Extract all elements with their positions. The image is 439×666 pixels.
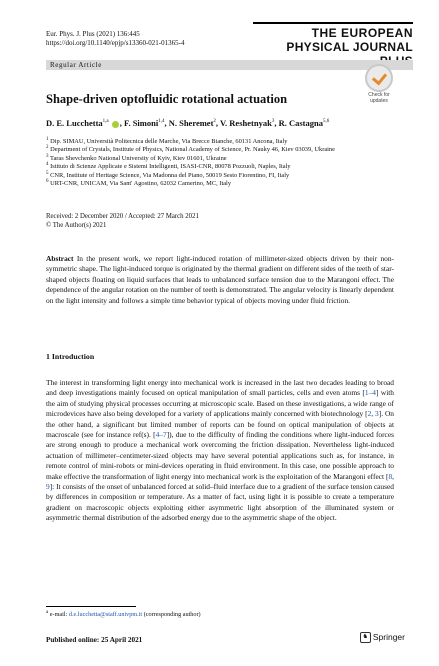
published-date: Published online: 25 April 2021 — [46, 636, 143, 644]
author-affiliation-sup: 1,a — [102, 119, 109, 125]
affiliation-item — [46, 146, 416, 154]
affiliation-text: Istituto di Scienze Applicate e Sistemi Intelligenti, ISASI-CNR, 80078 Pozzuoli, Naples, Italy — [50, 163, 291, 171]
brand-line-1: THE EUROPEAN — [253, 22, 413, 40]
footnote-prefix: e-mail: — [48, 611, 69, 618]
body-text: ]), due to the difficulty of finding the conditions where light-induced forces are strong enough to produce a mechanical work overcoming the friction dissipation. Nevertheless light-induced actuation of millimeter–centimeter-sized objects may have several potential applications such as, for instance, in remote control of mini-robots or mini-devices operating in fluid environment. In this case, one possible approach to make effective the transformation of light energy into mechanical work is the exploitation of the Marangoni effect [ — [46, 430, 394, 481]
footnote-divider — [46, 606, 136, 607]
author-name: D. E. Lucchetta — [46, 118, 103, 128]
journal-reference — [46, 30, 184, 48]
author-affiliation-sup: 2 — [213, 119, 216, 125]
body-text: ]. On the other hand, a significant but limited number of reports can be found on optical manipulation of objects at macroscale (see for instance ref(s). [ — [46, 409, 394, 440]
footnote — [46, 611, 201, 618]
affiliation-number: 3 — [46, 153, 49, 159]
abstract-block — [46, 254, 394, 306]
brand-line-2: PHYSICAL JOURNAL — [286, 40, 413, 54]
affiliation-number: 5 — [46, 170, 49, 176]
citation-link[interactable]: 4–7 — [155, 430, 167, 440]
article-dates — [46, 212, 199, 230]
body-text: The interest in transforming light energy into mechanical work is increased in the last two decades leading to broad and deep investigations mainly focused on optical manipulation of small particles, cells and even atoms [ — [46, 378, 394, 398]
citation-link[interactable]: 8 — [388, 471, 393, 481]
affiliation-text: URT-CNR, UNICAM, Via Sant' Agostino, 62032 Camerino, MC, Italy — [50, 180, 232, 188]
introduction-paragraph — [46, 378, 394, 524]
author-affiliation-sup: 1,4 — [158, 119, 165, 125]
body-text: ]: It consists of the onset of unbalanced forced at solid–fluid interface due to a gradient of the surface tension caused by differences in composition or temperature. As a matter of fact, using light it is possible to create a temperature gradient on macroscopic objects exploiting either asymmetric light absorption of the illuminated system or asymmetric thermal distribution of the adsorbed energy due to the asymmetric shape of the object. — [46, 482, 394, 523]
author-affiliation-sup: 3 — [271, 119, 275, 125]
author-name: , R. Castagna — [274, 118, 323, 128]
affiliation-number: 6 — [46, 178, 49, 184]
citation-link[interactable]: 3 — [375, 409, 379, 419]
footnote-suffix: (corresponding author) — [142, 611, 201, 618]
received-accepted-dates: Received: 2 December 2020 / Accepted: 27 March 2021 — [46, 213, 199, 220]
copyright-notice: © The Author(s) 2021 — [46, 222, 107, 229]
paper-title: Shape-driven optofluidic rotational actuation — [46, 92, 288, 106]
body-text: ] with the aim of studying physical processes occurring at microscopic scale. Based on these investigations, a wide range of microdevices have also being developed for a variety of applications mainly concerned with biotechnology [ — [46, 388, 394, 419]
author-name: , N. Sheremet — [164, 118, 214, 128]
citation-link[interactable]: 2 — [367, 409, 372, 419]
author-name: , F. Simoni — [119, 118, 159, 128]
crossmark-label-1: Check for — [368, 92, 390, 98]
publisher-logo — [360, 632, 405, 643]
author-affiliation-sup: 5,6 — [322, 119, 330, 125]
affiliation-text: Department of Crystals, Institute of Physics, National Academy of Science, Pr. Nauky 46, Kiev 03039, Ukraine — [50, 146, 335, 154]
body-text: , — [392, 471, 394, 481]
affiliation-list — [46, 138, 416, 188]
springer-horse-icon: ♞ — [360, 632, 371, 643]
affiliation-text: Dip. SIMAU, Università Politecnica delle Marche, Via Brecce Bianche, 60131 Ancona, Italy — [50, 138, 288, 145]
crossmark-badge[interactable] — [364, 64, 394, 106]
affiliation-text: CNR, Institute of Heritage Science, Via Madonna del Piano, 50019 Sesto Fiorentino, FI, Italy — [50, 171, 290, 179]
affiliation-item — [46, 172, 416, 180]
affiliation-item — [46, 180, 416, 188]
section-heading: 1 Introduction — [46, 352, 95, 361]
orcid-icon[interactable] — [112, 121, 119, 128]
crossmark-icon — [365, 64, 393, 92]
journal-citation: Eur. Phys. J. Plus (2021) 136:445 — [46, 30, 140, 38]
abstract-label: Abstract — [46, 254, 74, 263]
affiliation-number: 1 — [46, 136, 49, 142]
author-name: , V. Reshetnyak — [215, 118, 272, 128]
doi-link[interactable]: https://doi.org/10.1140/epjp/s13360-021-01365-4 — [46, 39, 185, 47]
affiliation-text: Taras Shevchenko National University of Kyiv, Kiev 01601, Ukraine — [49, 154, 227, 162]
affiliation-number: 4 — [46, 162, 49, 168]
footnote-marker: a — [46, 609, 49, 615]
author-list — [46, 118, 329, 128]
crossmark-label-2: updates — [370, 98, 388, 104]
article-type-bar: Regular Article — [46, 60, 413, 70]
abstract-text: In the present work, we report light-induced rotation of millimeter-sized objects driven by their non-symmetric shape. The light-induced torque is originated by the thermal gradient on different sides of the teeth of star-shaped objects floating on liquid surfaces that leads to unbalanced surface tension due to the Marangoni effect. The dependence of the angular rotation on the number of teeth is demonstrated. The angular velocity is linearly dependent on the light intensity and follows a simple time behavior typical of objects moving under fluid friction. — [46, 254, 394, 305]
email-link[interactable]: d.e.lucchetta@staff.univpm.it — [68, 611, 143, 618]
citation-link[interactable]: 1–4 — [364, 388, 376, 398]
body-text: , — [371, 409, 376, 419]
affiliation-item — [46, 163, 416, 171]
affiliation-number: 2 — [46, 145, 49, 151]
affiliation-item — [46, 155, 416, 163]
citation-link[interactable]: 9 — [46, 482, 50, 492]
publisher-name: Springer — [372, 632, 405, 642]
